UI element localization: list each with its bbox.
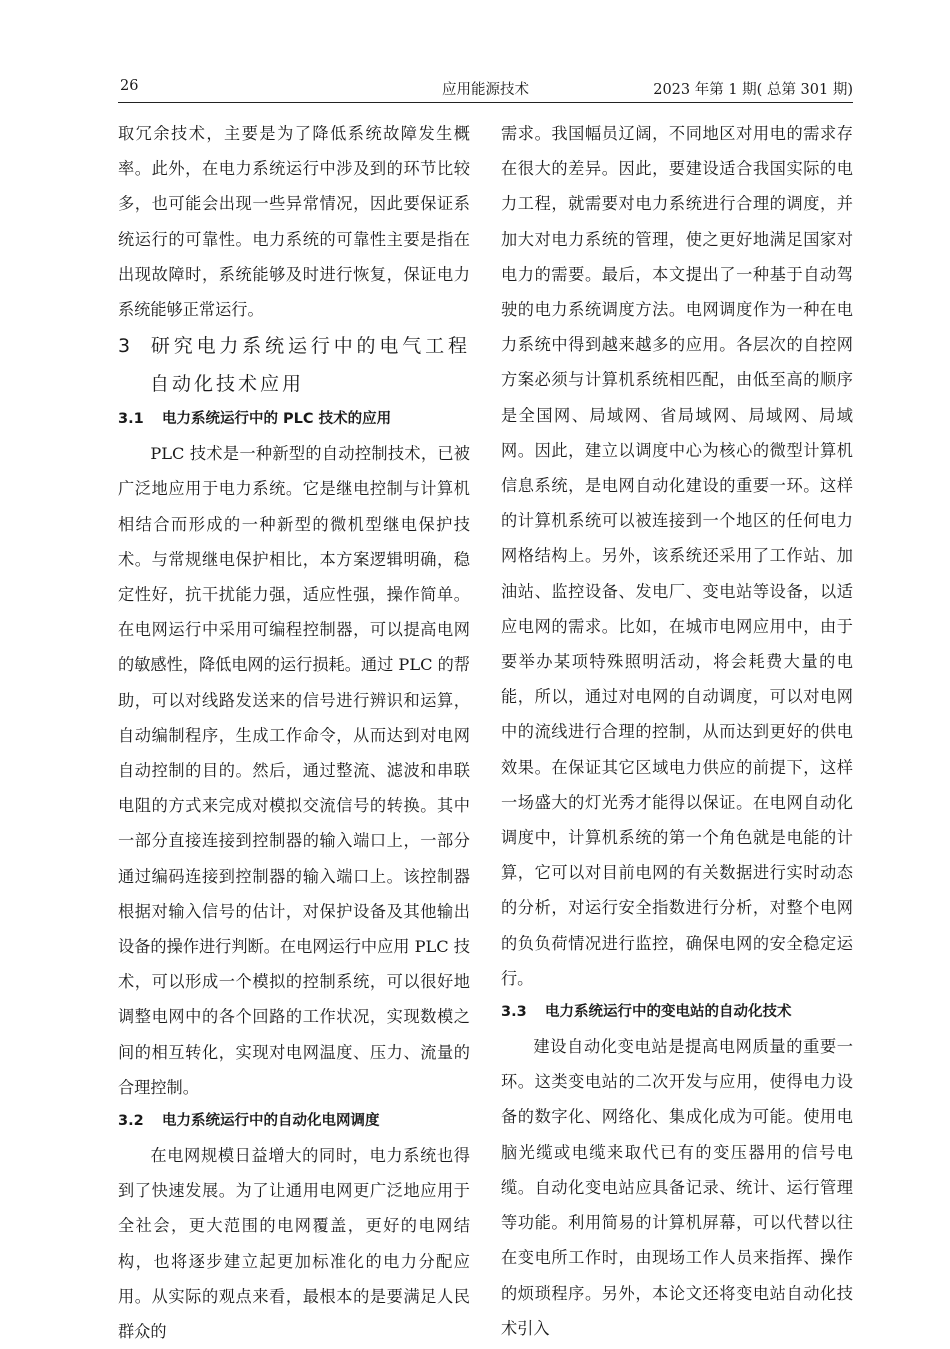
- subsection-title: 电力系统运行中的 PLC 技术的应用: [162, 411, 392, 428]
- subsection-heading: [118, 403, 470, 436]
- subsection-number: 3.3: [501, 1004, 527, 1021]
- subsection-title: 电力系统运行中的变电站的自动化技术: [545, 1004, 792, 1021]
- paragraph: 建设自动化变电站是提高电网质量的重要一环。这类变电站的二次开发与应用，使得电力设备的数字化、网络化、集成化成为可能。使用电脑光缆或电缆来取代已有的变压器用的信号电缆。自动化变电站应具备记录、统计、运行管理等功能。利用简易的计算机屏幕，可以代替以往在变电所工作时，由现场工作人员来指挥、操作的烦琐程序。另外，本论文还将变电站自动化技术引入: [501, 1037, 853, 1338]
- subsection-title: 电力系统运行中的自动化电网调度: [162, 1113, 380, 1130]
- right-column: [501, 116, 853, 1346]
- subsection-heading: [118, 1105, 470, 1138]
- subsection-number: 3.1: [118, 411, 144, 428]
- left-column: [118, 116, 470, 1349]
- section-title: 研究电力系统运行中的电气工程自动化技术应用: [150, 335, 470, 396]
- paragraph: 取冗余技术，主要是为了降低系统故障发生概率。此外，在电力系统运行中涉及到的环节比较多，也可能会出现一些异常情况，因此要保证系统运行的可靠性。电力系统的可靠性主要是指在出现故障时，系统能够及时进行恢复，保证电力系统能够正常运行。: [118, 124, 470, 320]
- section-number: 3: [118, 335, 134, 358]
- section-heading: [118, 327, 470, 403]
- paragraph: 在电网规模日益增大的同时，电力系统也得到了快速发展。为了让通用电网更广泛地应用于全社会，更大范围的电网覆盖，更好的电网结构，也将逐步建立起更加标准化的电力分配应用。从实际的观点来看，最根本的是要满足人民群众的: [118, 1146, 470, 1342]
- subsection-number: 3.2: [118, 1113, 144, 1130]
- issue-info: 2023 年第 1 期( 总第 301 期): [653, 82, 853, 98]
- paragraph: 需求。我国幅员辽阔，不同地区对用电的需求存在很大的差异。因此，要建设适合我国实际的电力工程，就需要对电力系统进行合理的调度，并加大对电力系统的管理，使之更好地满足国家对电力的需要。最后，本文提出了一种基于自动驾驶的电力系统调度方法。电网调度作为一种在电力系统中得到越来越多的应用。各层次的自控网方案必须与计算机系统相匹配，由低至高的顺序是全国网、局域网、省局域网、局域网、局域网。因此，建立以调度中心为核心的微型计算机信息系统，是电网自动化建设的重要一环。这样的计算机系统可以被连接到一个地区的任何电力网格结构上。另外，该系统还采用了工作站、加油站、监控设备、发电厂、变电站等设备，以适应电网的需求。比如，在城市电网应用中，由于要举办某项特殊照明活动，将会耗费大量的电能，所以，通过对电网的自动调度，可以对电网中的流线进行合理的控制，从而达到更好的供电效果。在保证其它区域电力供应的前提下，这样一场盛大的灯光秀才能得以保证。在电网自动化调度中，计算机系统的第一个角色就是电能的计算，它可以对目前电网的有关数据进行实时动态的分析，对运行安全指数进行分析，对整个电网的负负荷情况进行监控，确保电网的安全稳定运行。: [501, 124, 853, 988]
- subsection-heading: [501, 996, 853, 1029]
- journal-title: 应用能源技术: [442, 82, 529, 98]
- running-header: [118, 74, 853, 103]
- page-number: 26: [120, 78, 139, 94]
- paragraph: PLC 技术是一种新型的自动控制技术，已被广泛地应用于电力系统。它是继电控制与计算机相结合而形成的一种新型的微机型继电保护技术。与常规继电保护相比，本方案逻辑明确，稳定性好，抗干扰能力强，适应性强，操作简单。在电网运行中采用可编程控制器，可以提高电网的敏感性，降低电网的运行损耗。通过 PLC 的帮助，可以对线路发送来的信号进行辨识和运算，自动编制程序，生成工作命令，从而达到对电网自动控制的目的。然后，通过整流、滤波和串联电阻的方式来完成对模拟交流信号的转换。其中一部分直接连接到控制器的输入端口上，一部分通过编码连接到控制器的输入端口上。该控制器根据对输入信号的估计，对保护设备及其他输出设备的操作进行判断。在电网运行中应用 PLC 技术，可以形成一个模拟的控制系统，可以很好地调整电网中的各个回路的工作状况，实现数模之间的相互转化，实现对电网温度、压力、流量的合理控制。: [118, 444, 470, 1097]
